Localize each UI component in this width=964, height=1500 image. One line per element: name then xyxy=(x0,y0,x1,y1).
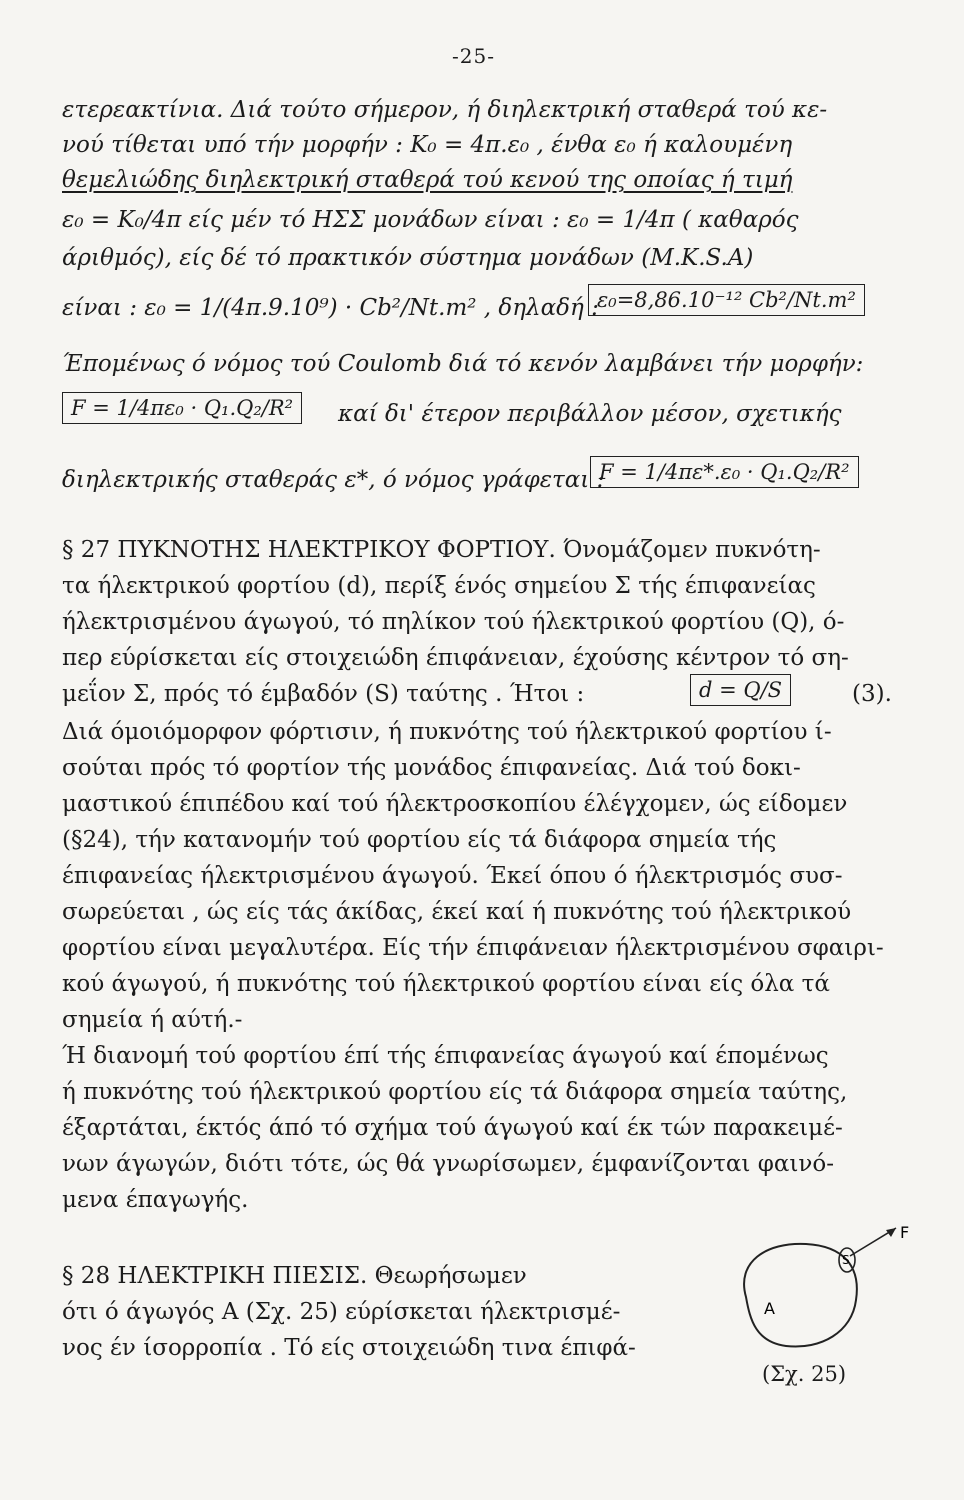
text-line: Ή διανομή τού φορτίου έπί τής έπιφανείας άγωγού καί έπομένως xyxy=(62,1043,829,1069)
formula-box-coulomb-vacuum: F = 1/4πε₀ · Q₁.Q₂/R² xyxy=(62,392,302,424)
text-line: καί δι' έτερον περιβάλλον μέσον, σχετικής xyxy=(338,401,842,427)
text-line: ήλεκτρισμένου άγωγού, τό πηλίκον τού ήλεκτρικού φορτίου (Q), ό- xyxy=(62,609,845,635)
text-line: κού άγωγού, ή πυκνότης τού ήλεκτρικού φορτίου είναι είς όλα τά xyxy=(62,971,830,997)
text-line: περ εύρίσκεται είς στοιχειώδη έπιφάνειαν, έχούσης κέντρον τό ση- xyxy=(62,645,849,671)
text-line: σημεία ή αύτή.- xyxy=(62,1007,243,1033)
text-line: (§24), τήν κατανομήν τού φορτίου είς τά διάφορα σημεία τής xyxy=(62,827,777,853)
figure-label-body: A xyxy=(764,1299,775,1318)
section-heading-28: § 28 ΗΛΕΚΤΡΙΚΗ ΠΙΕΣΙΣ. Θεωρήσωμεν xyxy=(62,1263,527,1289)
text-line: φορτίου είναι μεγαλυτέρα. Είς τήν έπιφάνειαν ήλεκτρισμένου σφαιρι- xyxy=(62,935,884,961)
text-line: Διά όμοιόμορφον φόρτισιν, ή πυκνότης τού ήλεκτρικού φορτίου ί- xyxy=(62,719,832,745)
figure-label-force: F xyxy=(900,1223,910,1242)
text-line: σωρεύεται , ώς είς τάς άκίδας, έκεί καί ή πυκνότης τού ήλεκτρικού xyxy=(62,899,852,925)
text-line: σούται πρός τό φορτίον τής μονάδος έπιφανείας. Διά τού δοκι- xyxy=(62,755,801,781)
text-line: θεμελιώδης διηλεκτρική σταθερά τού κενού της οποίας ή τιμή xyxy=(62,167,793,193)
text-line: ετερεακτίνια. Διά τούτο σήμερον, ή διηλεκτρική σταθερά τού κε- xyxy=(62,97,828,123)
text-line: μεΐον Σ, πρός τό έμβαδόν (S) ταύτης . Ήτοι : xyxy=(62,681,585,707)
formula-box-density: d = Q/S xyxy=(690,674,791,706)
text-line: ή πυκνότης τού ήλεκτρικού φορτίου είς τά διάφορα σημεία ταύτης, xyxy=(62,1079,848,1105)
figure-25-conductor xyxy=(726,1222,926,1357)
text-line: είναι : ε₀ = 1/(4π.9.10⁹) · Cb²/Nt.m² , δηλαδή : xyxy=(62,295,599,321)
text-line: έπιφανείας ήλεκτρισμένου άγωγού. Έκεί όπου ό ήλεκτρισμός συσ- xyxy=(62,863,843,889)
page-number: -25- xyxy=(452,44,495,68)
conductor-outline xyxy=(744,1244,857,1347)
text-line: άριθμός), είς δέ τό πρακτικόν σύστημα μονάδων (M.K.S.A) xyxy=(62,245,754,271)
text-line: Έπομένως ό νόμος τού Coulomb διά τό κενόν λαμβάνει τήν μορφήν: xyxy=(62,351,864,377)
formula-box-coulomb-medium: F = 1/4πε*.ε₀ · Q₁.Q₂/R² xyxy=(590,456,859,488)
section-heading-27: § 27 ΠΥΚΝΟΤΗΣ ΗΛΕΚΤΡΙΚΟΥ ΦΟΡΤΙΟΥ. Όνομάζομεν πυκνότη- xyxy=(62,537,821,563)
text-line: μαστικού έπιπέδου καί τού ήλεκτροσκοπίου έλέγχομεν, ώς είδομεν xyxy=(62,791,848,817)
equation-number: (3). xyxy=(852,681,892,707)
figure-label-area: S xyxy=(842,1253,850,1267)
text-line: νος έν ίσορροπία . Τό είς στοιχειώδη τινα έπιφά- xyxy=(62,1335,636,1361)
text-line: τα ήλεκτρικού φορτίου (d), περίξ ένός σημείου Σ τής έπιφανείας xyxy=(62,573,816,599)
formula-box-epsilon: ε₀=8,86.10⁻¹² Cb²/Nt.m² xyxy=(588,284,865,316)
text-line: διηλεκτρικής σταθεράς ε*, ό νόμος γράφεται : xyxy=(62,467,605,493)
text-line: μενα έπαγωγής. xyxy=(62,1187,249,1213)
text-line: νού τίθεται υπό τήν μορφήν : K₀ = 4π.ε₀ , ένθα ε₀ ή καλουμένη xyxy=(62,132,793,158)
text-line: νων άγωγών, διότι τότε, ώς θά γνωρίσωμεν, έμφανίζονται φαινό- xyxy=(62,1151,834,1177)
text-line: έξαρτάται, έκτός άπό τό σχήμα τού άγωγού καί έκ τών παρακειμέ- xyxy=(62,1115,843,1141)
text-line: ε₀ = K₀/4π είς μέν τό ΗΣΣ μονάδων είναι : ε₀ = 1/4π ( καθαρός xyxy=(62,207,799,233)
text-line: ότι ό άγωγός Α (Σχ. 25) εύρίσκεται ήλεκτρισμέ- xyxy=(62,1299,621,1325)
figure-caption: (Σχ. 25) xyxy=(762,1362,847,1386)
